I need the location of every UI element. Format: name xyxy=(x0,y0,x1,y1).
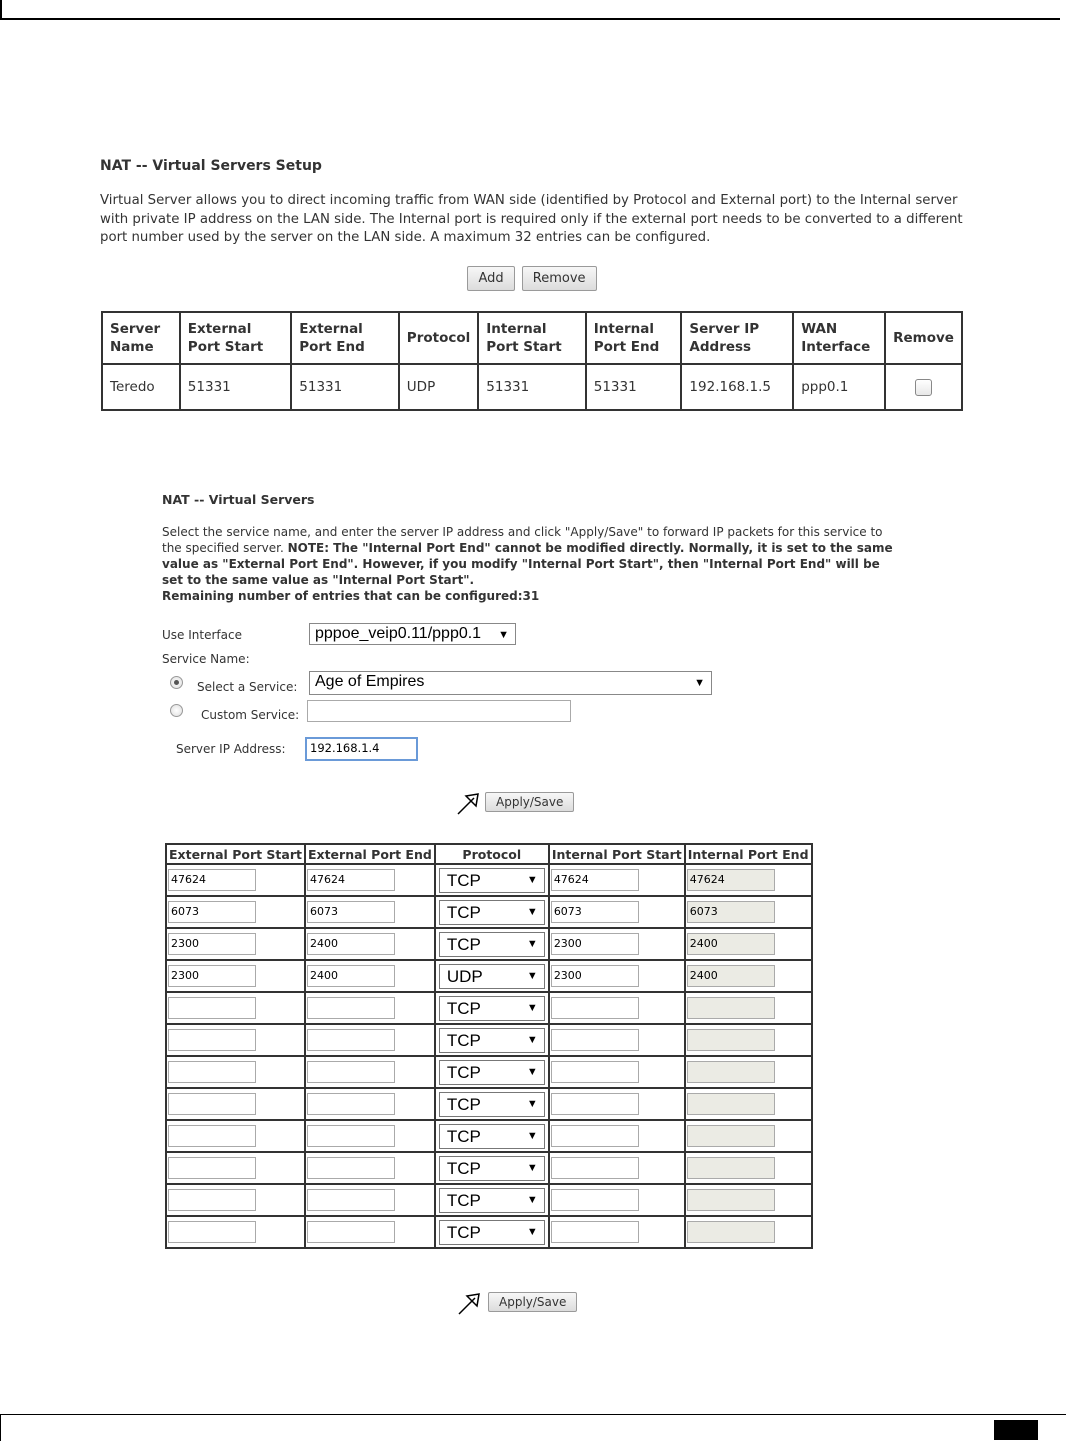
table-header-row xyxy=(102,312,962,364)
external-port-start-input[interactable]: 2300 xyxy=(168,965,256,987)
protocol-value: TCP xyxy=(446,1126,481,1146)
port-cell xyxy=(549,1152,685,1184)
internal-port-end-input xyxy=(687,997,775,1019)
external-port-start-input[interactable]: 2300 xyxy=(168,933,256,955)
port-cell xyxy=(685,992,812,1024)
external-port-end-input[interactable]: 6073 xyxy=(307,901,395,923)
apply-save-button[interactable]: Apply/Save xyxy=(485,792,574,812)
port-mapping-table xyxy=(165,843,813,1249)
port-cell xyxy=(166,1024,305,1056)
column-header: External Port Start xyxy=(166,844,305,864)
page-title: NAT -- Virtual Servers Setup xyxy=(100,158,322,174)
chevron-down-icon: ▼ xyxy=(526,1129,538,1142)
port-cell xyxy=(685,1216,812,1248)
service-select-value: Age of Empires xyxy=(315,673,425,690)
internal-port-start-input[interactable]: 6073 xyxy=(551,901,639,923)
table-row xyxy=(166,1184,812,1216)
server-ip-label: Server IP Address: xyxy=(176,742,286,756)
protocol-cell xyxy=(435,928,549,960)
column-header: Server IP Address xyxy=(681,312,793,364)
port-cell xyxy=(166,1120,305,1152)
chevron-down-icon: ▼ xyxy=(498,629,509,641)
internal-port-end-input: 47624 xyxy=(687,869,775,891)
chevron-down-icon: ▼ xyxy=(526,969,538,982)
protocol-cell xyxy=(435,864,549,896)
server-name-cell: Teredo xyxy=(102,364,180,410)
port-cell xyxy=(685,1024,812,1056)
internal-port-start-input[interactable] xyxy=(551,1125,639,1147)
protocol-cell xyxy=(435,1216,549,1248)
external-port-end-input[interactable] xyxy=(307,1125,395,1147)
internal-port-end-input xyxy=(687,1061,775,1083)
protocol-value: TCP xyxy=(446,934,481,954)
remove-checkbox[interactable] xyxy=(915,379,932,396)
column-header: Internal Port Start xyxy=(478,312,585,364)
internal-port-start-input[interactable] xyxy=(551,1093,639,1115)
port-cell xyxy=(305,992,435,1024)
internal-port-end-input xyxy=(687,1189,775,1211)
column-header: Internal Port End xyxy=(685,844,812,864)
port-cell xyxy=(305,928,435,960)
custom-service-radio[interactable] xyxy=(170,704,183,717)
protocol-cell xyxy=(435,1088,549,1120)
chevron-down-icon: ▼ xyxy=(526,1097,538,1110)
port-cell xyxy=(305,896,435,928)
external-port-end-input[interactable]: 47624 xyxy=(307,869,395,891)
external-port-start-input[interactable] xyxy=(168,1189,256,1211)
table-row xyxy=(166,1088,812,1120)
table-row xyxy=(102,364,962,410)
column-header: Internal Port Start xyxy=(549,844,685,864)
port-cell xyxy=(166,896,305,928)
protocol-value: TCP xyxy=(446,1190,481,1210)
use-interface-label: Use Interface xyxy=(162,628,242,642)
port-cell xyxy=(549,928,685,960)
protocol-cell xyxy=(435,1056,549,1088)
table-row xyxy=(166,1024,812,1056)
remove-cell xyxy=(885,364,962,410)
protocol-select[interactable] xyxy=(439,1060,545,1085)
protocol-select[interactable] xyxy=(439,1124,545,1149)
table-row xyxy=(166,1152,812,1184)
protocol-select[interactable] xyxy=(439,1028,545,1053)
int-port-end-cell: 51331 xyxy=(586,364,682,410)
column-header: External Port End xyxy=(291,312,399,364)
internal-port-start-input[interactable]: 2300 xyxy=(551,965,639,987)
port-cell xyxy=(305,960,435,992)
page-header-rule xyxy=(0,0,1060,20)
internal-port-start-input[interactable] xyxy=(551,1189,639,1211)
port-cell xyxy=(305,1024,435,1056)
port-cell xyxy=(549,960,685,992)
protocol-select[interactable] xyxy=(439,932,545,957)
protocol-select[interactable] xyxy=(439,1188,545,1213)
internal-port-start-input[interactable] xyxy=(551,997,639,1019)
section-title: NAT -- Virtual Servers xyxy=(162,492,315,507)
port-cell xyxy=(685,864,812,896)
arrow-pointer-icon xyxy=(456,792,482,816)
protocol-cell xyxy=(435,896,549,928)
internal-port-end-input: 2400 xyxy=(687,933,775,955)
port-cell xyxy=(166,960,305,992)
virtual-servers-setup-panel xyxy=(100,158,964,291)
port-cell xyxy=(305,1152,435,1184)
use-interface-select[interactable] xyxy=(309,623,516,645)
ext-port-end-cell: 51331 xyxy=(291,364,399,410)
chevron-down-icon: ▼ xyxy=(526,1001,538,1014)
protocol-select[interactable] xyxy=(439,964,545,989)
section-intro xyxy=(162,524,902,604)
protocol-value: TCP xyxy=(446,1222,481,1242)
port-cell xyxy=(305,1120,435,1152)
port-cell xyxy=(549,864,685,896)
chevron-down-icon: ▼ xyxy=(526,905,538,918)
table-row xyxy=(166,928,812,960)
intro-note: NOTE: The "Internal Port End" cannot be modified directly. Normally, it is set to the same value as "External Port End". However, if you modify "Internal Port Start", then "Internal Port End" will be set to the same value as "Internal Port Start". xyxy=(162,541,893,587)
setup-description: Virtual Server allows you to direct incoming traffic from WAN side (identified by Protocol and External port) to the Internal server with private IP address on the LAN side. The Internal port is required only if the external port needs to be converted to a different port number used by the server on the LAN side. A maximum 32 entries can be configured. xyxy=(100,193,963,245)
internal-port-end-input xyxy=(687,1221,775,1243)
select-service-radio[interactable] xyxy=(170,676,183,689)
virtual-servers-table xyxy=(101,311,963,411)
table-row xyxy=(166,896,812,928)
port-cell xyxy=(166,1216,305,1248)
column-header: WAN Interface xyxy=(793,312,885,364)
external-port-start-input[interactable] xyxy=(168,1125,256,1147)
service-name-label: Service Name: xyxy=(162,652,250,666)
protocol-value: UDP xyxy=(446,966,483,986)
column-header: Server Name xyxy=(102,312,180,364)
internal-port-start-input[interactable] xyxy=(551,1061,639,1083)
internal-port-start-input[interactable]: 47624 xyxy=(551,869,639,891)
protocol-select[interactable] xyxy=(439,1156,545,1181)
chevron-down-icon: ▼ xyxy=(526,1225,538,1238)
column-header: Protocol xyxy=(399,312,478,364)
internal-port-start-input[interactable]: 2300 xyxy=(551,933,639,955)
protocol-value: TCP xyxy=(446,870,481,890)
server-ip-cell: 192.168.1.5 xyxy=(681,364,793,410)
table-row xyxy=(166,1216,812,1248)
chevron-down-icon: ▼ xyxy=(694,677,705,689)
protocol-value: TCP xyxy=(446,1062,481,1082)
internal-port-end-input xyxy=(687,1029,775,1051)
port-cell xyxy=(685,1120,812,1152)
port-cell xyxy=(305,1056,435,1088)
port-cell xyxy=(166,1056,305,1088)
page-footer-rule xyxy=(0,1414,1066,1441)
port-cell xyxy=(305,1216,435,1248)
protocol-value: TCP xyxy=(446,902,481,922)
internal-port-end-input xyxy=(687,1157,775,1179)
port-cell xyxy=(305,864,435,896)
external-port-end-input[interactable] xyxy=(307,1093,395,1115)
external-port-end-input[interactable] xyxy=(307,997,395,1019)
remaining-entries: Remaining number of entries that can be configured:31 xyxy=(162,589,540,603)
protocol-select[interactable] xyxy=(439,900,545,925)
external-port-start-input[interactable] xyxy=(168,1221,256,1243)
column-header: External Port Start xyxy=(180,312,291,364)
external-port-end-input[interactable] xyxy=(307,1221,395,1243)
add-button[interactable]: Add xyxy=(467,266,514,291)
external-port-end-input[interactable] xyxy=(307,1189,395,1211)
int-port-start-cell: 51331 xyxy=(478,364,585,410)
server-ip-input[interactable]: 192.168.1.4 xyxy=(305,737,418,761)
port-cell xyxy=(166,864,305,896)
port-cell xyxy=(549,1088,685,1120)
table-row xyxy=(166,992,812,1024)
page-number-tab xyxy=(994,1420,1038,1440)
select-service-label: Select a Service: xyxy=(197,680,298,694)
port-cell xyxy=(166,928,305,960)
port-cell xyxy=(685,1088,812,1120)
external-port-end-input[interactable]: 2400 xyxy=(307,933,395,955)
protocol-select[interactable] xyxy=(439,868,545,893)
external-port-start-input[interactable] xyxy=(168,997,256,1019)
port-cell xyxy=(166,1184,305,1216)
protocol-cell xyxy=(435,960,549,992)
port-cell xyxy=(685,896,812,928)
table-row xyxy=(166,1056,812,1088)
column-header: Protocol xyxy=(435,844,549,864)
protocol-select[interactable] xyxy=(439,1092,545,1117)
protocol-cell xyxy=(435,1024,549,1056)
external-port-start-input[interactable]: 6073 xyxy=(168,901,256,923)
remove-button[interactable]: Remove xyxy=(522,266,597,291)
protocol-select[interactable] xyxy=(439,1220,545,1245)
column-header: Internal Port End xyxy=(586,312,682,364)
protocol-value: TCP xyxy=(446,1158,481,1178)
port-table-body xyxy=(166,864,812,1248)
virtual-servers-panel xyxy=(162,492,902,604)
port-cell xyxy=(166,992,305,1024)
external-port-end-input[interactable] xyxy=(307,1029,395,1051)
port-cell xyxy=(166,1088,305,1120)
port-cell xyxy=(685,1184,812,1216)
protocol-value: TCP xyxy=(446,1094,481,1114)
port-cell xyxy=(549,1216,685,1248)
protocol-select[interactable] xyxy=(439,996,545,1021)
chevron-down-icon: ▼ xyxy=(526,937,538,950)
port-cell xyxy=(685,1056,812,1088)
port-cell xyxy=(549,896,685,928)
port-cell xyxy=(685,1152,812,1184)
service-select[interactable] xyxy=(309,671,712,695)
protocol-value: TCP xyxy=(446,998,481,1018)
external-port-start-input[interactable] xyxy=(168,1157,256,1179)
arrow-pointer-icon xyxy=(457,1292,483,1316)
setup-button-row xyxy=(100,266,964,291)
apply-save-button-bottom[interactable]: Apply/Save xyxy=(488,1292,577,1312)
port-cell xyxy=(685,928,812,960)
chevron-down-icon: ▼ xyxy=(526,873,538,886)
protocol-cell xyxy=(435,992,549,1024)
intro-text: Select the service name, and enter the server IP address and click "Apply/Save" to forward IP packets for this service to the specified server. xyxy=(162,525,883,555)
port-cell xyxy=(166,1152,305,1184)
internal-port-end-input: 2400 xyxy=(687,965,775,987)
wan-interface-cell: ppp0.1 xyxy=(793,364,885,410)
internal-port-start-input[interactable] xyxy=(551,1221,639,1243)
port-cell xyxy=(549,1024,685,1056)
protocol-cell xyxy=(435,1120,549,1152)
external-port-end-input[interactable] xyxy=(307,1157,395,1179)
chevron-down-icon: ▼ xyxy=(526,1193,538,1206)
column-header: Remove xyxy=(885,312,962,364)
ext-port-start-cell: 51331 xyxy=(180,364,291,410)
external-port-start-input[interactable] xyxy=(168,1061,256,1083)
port-cell xyxy=(549,1184,685,1216)
column-header: External Port End xyxy=(305,844,435,864)
external-port-end-input[interactable] xyxy=(307,1061,395,1083)
internal-port-end-input xyxy=(687,1125,775,1147)
port-cell xyxy=(305,1184,435,1216)
use-interface-value: pppoe_veip0.11/ppp0.1 xyxy=(315,625,482,642)
protocol-cell xyxy=(435,1152,549,1184)
protocol-value: TCP xyxy=(446,1030,481,1050)
external-port-end-input[interactable]: 2400 xyxy=(307,965,395,987)
protocol-cell: UDP xyxy=(399,364,478,410)
port-cell xyxy=(549,1056,685,1088)
custom-service-label: Custom Service: xyxy=(201,708,300,722)
internal-port-end-input xyxy=(687,1093,775,1115)
internal-port-start-input[interactable] xyxy=(551,1157,639,1179)
protocol-cell xyxy=(435,1184,549,1216)
table-header-row xyxy=(166,844,812,864)
port-cell xyxy=(549,992,685,1024)
port-cell xyxy=(549,1120,685,1152)
port-cell xyxy=(685,960,812,992)
table-row xyxy=(166,1120,812,1152)
custom-service-input[interactable] xyxy=(307,700,571,722)
chevron-down-icon: ▼ xyxy=(526,1033,538,1046)
internal-port-end-input: 6073 xyxy=(687,901,775,923)
external-port-start-input[interactable]: 47624 xyxy=(168,869,256,891)
chevron-down-icon: ▼ xyxy=(526,1161,538,1174)
chevron-down-icon: ▼ xyxy=(526,1065,538,1078)
external-port-start-input[interactable] xyxy=(168,1093,256,1115)
table-row xyxy=(166,864,812,896)
port-cell xyxy=(305,1088,435,1120)
table-row xyxy=(166,960,812,992)
internal-port-start-input[interactable] xyxy=(551,1029,639,1051)
external-port-start-input[interactable] xyxy=(168,1029,256,1051)
